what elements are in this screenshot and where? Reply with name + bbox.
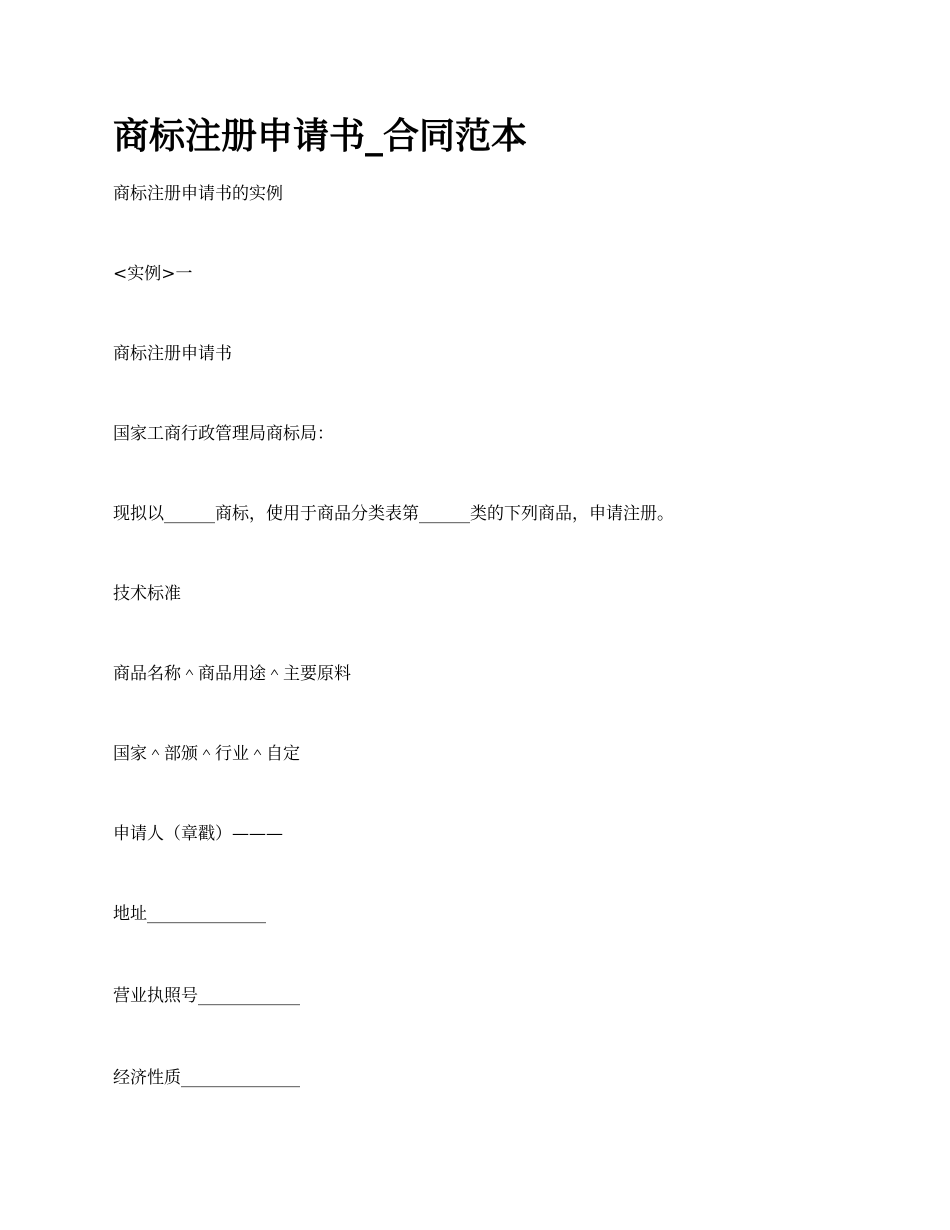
text-line-application-statement: 现拟以______商标，使用于商品分类表第______类的下列商品，申请注册。 [113,504,674,524]
text-line-form-title: 商标注册申请书 [113,344,232,364]
text-line-product-fields: 商品名称＾商品用途＾主要原料 [113,664,351,684]
text-line-technical-standard: 技术标准 [113,584,181,604]
text-line-economic-nature: 经济性质______________ [113,1068,300,1088]
document-title: 商标注册申请书_合同范本 [113,115,528,157]
text-line-business-license: 营业执照号____________ [113,986,300,1006]
text-line-example-number: <实例>一 [113,264,193,284]
text-line-applicant-seal: 申请人（章戳）——— [113,824,283,844]
text-line-addressee: 国家工商行政管理局商标局： [113,424,334,444]
text-line-address: 地址______________ [113,904,266,924]
text-line-example-heading: 商标注册申请书的实例 [113,184,283,204]
text-line-standard-levels: 国家＾部颁＾行业＾自定 [113,744,300,764]
